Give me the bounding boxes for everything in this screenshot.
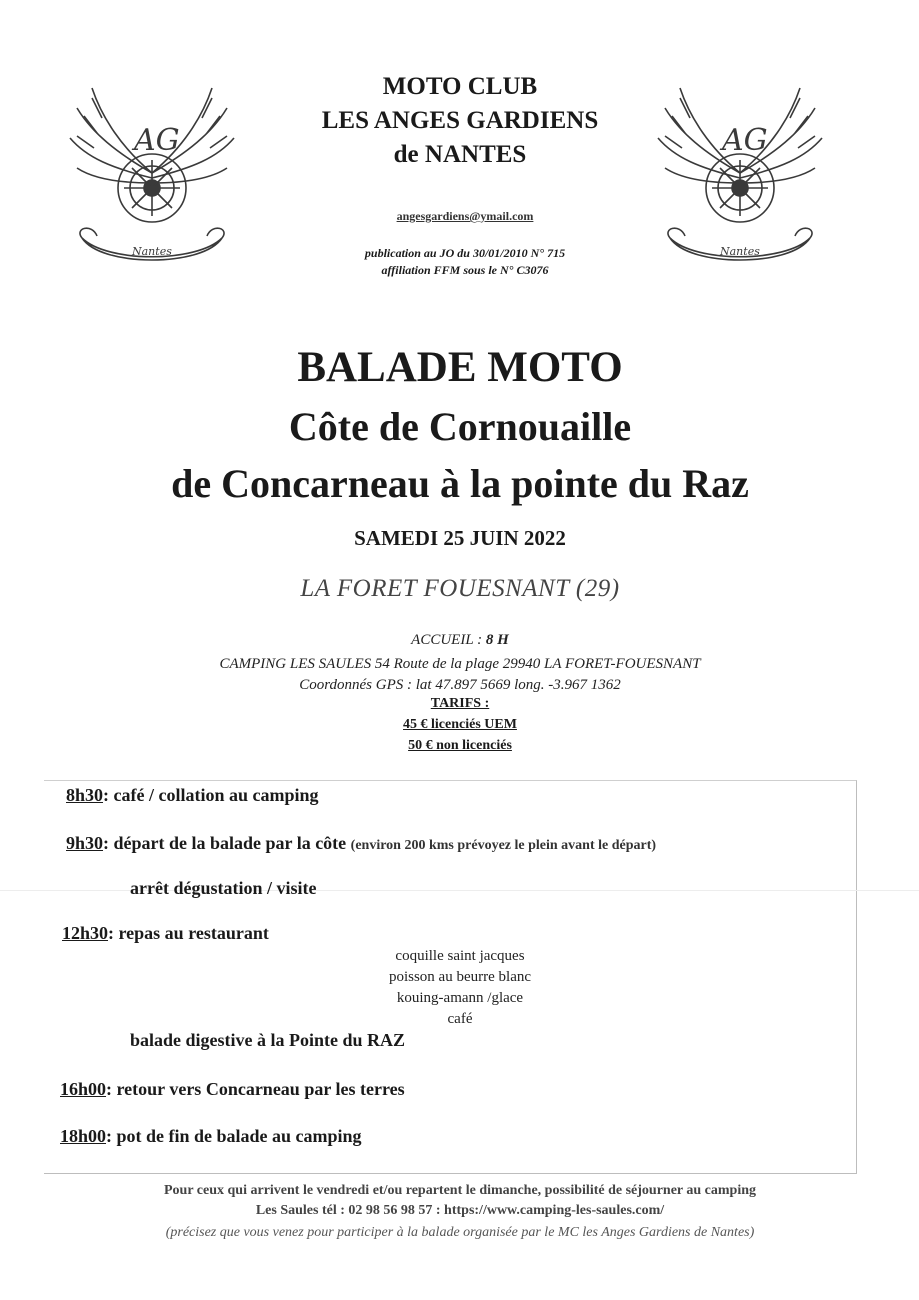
program-text: : retour vers Concarneau par les terres [106, 1079, 405, 1099]
footer-line-3: (précisez que vous venez pour participer à la balade organisée par le MC les Anges Gardiens de Nantes) [165, 1225, 755, 1240]
club-logo-left [62, 78, 242, 273]
club-line-3: de NANTES [393, 141, 527, 168]
tarif-licencies: 45 € licenciés UEM [403, 717, 517, 732]
program-text: arrêt dégustation / visite [130, 878, 317, 898]
tarif-non-licencies: 50 € non licenciés [408, 738, 512, 753]
program-item-4 [62, 923, 269, 944]
program-time: 8h30 [66, 785, 104, 805]
program-text: balade digestive à la Pointe du RAZ [130, 1030, 406, 1050]
tarifs-label: TARIFS : [430, 696, 490, 711]
gps-line: Coordonnés GPS : lat 47.897 5669 long. -3.967 1362 [299, 677, 621, 693]
accueil-line [100, 630, 820, 651]
menu-list [310, 946, 610, 1030]
club-line-1: MOTO CLUB [382, 73, 538, 100]
footer-line-1: Pour ceux qui arrivent le vendredi et/ou repartent le dimanche, possibilité de séjourner au camping [164, 1183, 756, 1198]
winged-wheel-logo [62, 78, 242, 273]
address-line: CAMPING LES SAULES 54 Route de la plage 29940 LA FORET-FOUESNANT [219, 656, 701, 672]
program-text: : café / collation au camping [103, 785, 319, 805]
program-item-6 [60, 1079, 405, 1100]
program-time: 18h00 [60, 1126, 107, 1146]
affiliation-line: affiliation FFM sous le N° C3076 [381, 263, 549, 277]
logo-city: Nantes [720, 245, 760, 258]
program-text: : pot de fin de balade au camping [106, 1126, 362, 1146]
logo-initials: AG [722, 123, 768, 158]
logo-initials: AG [134, 123, 180, 158]
program-text: : repas au restaurant [108, 923, 269, 943]
program-item-3 [130, 878, 316, 899]
program-time: 9h30 [66, 833, 104, 853]
program-item-5 [130, 1030, 405, 1051]
program-note: (environ 200 kms prévoyez le plein avant le départ) [350, 838, 657, 853]
program-item-7 [60, 1126, 362, 1147]
event-title-3: de Concarneau à la pointe du Raz [171, 461, 749, 506]
program-item-1 [66, 785, 319, 806]
club-line-2: LES ANGES GARDIENS [321, 107, 599, 134]
menu-item: poisson au beurre blanc [388, 969, 532, 985]
event-title-1: BALADE MOTO [297, 344, 623, 391]
event-place: LA FORET FOUESNANT (29) [300, 575, 620, 602]
club-logo-right [650, 78, 830, 273]
club-name [250, 70, 670, 172]
program-item-2 [66, 833, 656, 854]
club-email-link[interactable]: angesgardiens@ymail.com [396, 209, 534, 223]
program-time: 16h00 [60, 1079, 107, 1099]
winged-wheel-logo [650, 78, 830, 273]
menu-item: coquille saint jacques [395, 948, 525, 964]
publication-line: publication au JO du 30/01/2010 N° 715 [364, 246, 566, 260]
program-text: : départ de la balade par la côte [103, 833, 351, 853]
menu-item: café [447, 1011, 473, 1027]
publication-info [300, 245, 630, 279]
accueil-time: 8 H [485, 632, 509, 648]
menu-item: kouing-amann /glace [396, 990, 524, 1006]
accueil-label: ACCUEIL : [411, 632, 486, 648]
event-date: SAMEDI 25 JUIN 2022 [354, 526, 566, 550]
event-title-2: Côte de Cornouaille [288, 404, 632, 449]
program-time: 12h30 [62, 923, 109, 943]
footer-line-2: Les Saules tél : 02 98 56 98 57 : https://www.camping-les-saules.com/ [255, 1203, 665, 1218]
logo-city: Nantes [132, 245, 172, 258]
